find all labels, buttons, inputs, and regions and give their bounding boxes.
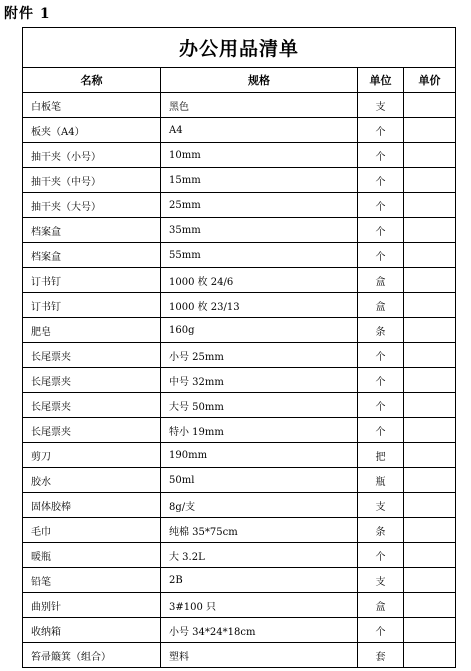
table-row [23,293,456,318]
item-spec-cell: 2B [161,568,358,593]
item-price-cell [404,418,456,443]
item-spec-cell: 50ml [161,468,358,493]
item-price-cell [404,293,456,318]
item-name-cell: 暖瓶 [23,543,161,568]
table-row [23,318,456,343]
item-unit-cell: 支 [358,568,404,593]
item-name-cell: 板夹（A4） [23,118,161,143]
item-price-cell [404,443,456,468]
item-name-cell: 抽干夹（小号） [23,143,161,168]
item-spec-cell: 塑料 [161,643,358,668]
item-name-cell: 白板笔 [23,93,161,118]
item-name-cell: 肥皂 [23,318,161,343]
item-price-cell [404,143,456,168]
item-unit-cell: 瓶 [358,468,404,493]
table-row [23,118,456,143]
item-unit-cell: 盒 [358,268,404,293]
table-row [23,568,456,593]
table-row [23,343,456,368]
item-name-cell: 档案盒 [23,218,161,243]
item-spec-cell: 190mm [161,443,358,468]
item-unit-cell: 个 [358,343,404,368]
item-spec-cell: 15mm [161,168,358,193]
item-unit-cell: 个 [358,618,404,643]
item-name-cell: 订书钉 [23,293,161,318]
item-price-cell [404,93,456,118]
item-name-cell: 抽干夹（大号） [23,193,161,218]
table-row [23,468,456,493]
table-row [23,218,456,243]
column-header-name: 名称 [23,68,161,93]
item-name-cell: 长尾票夹 [23,393,161,418]
item-spec-cell: 黑色 [161,93,358,118]
item-spec-cell: 3#100 只 [161,593,358,618]
column-header-unit: 单位 [358,68,404,93]
item-name-cell: 曲别针 [23,593,161,618]
item-unit-cell: 条 [358,318,404,343]
item-price-cell [404,168,456,193]
item-unit-cell: 盒 [358,593,404,618]
item-price-cell [404,593,456,618]
item-name-cell: 毛巾 [23,518,161,543]
item-name-cell: 收纳箱 [23,618,161,643]
column-header-price: 单价 [404,68,456,93]
item-unit-cell: 支 [358,493,404,518]
table-row [23,268,456,293]
item-spec-cell: 纯棉 35*75cm [161,518,358,543]
item-unit-cell: 个 [358,418,404,443]
item-price-cell [404,268,456,293]
table-row [23,243,456,268]
item-spec-cell: 中号 32mm [161,368,358,393]
item-name-cell: 固体胶棒 [23,493,161,518]
table-row [23,418,456,443]
item-spec-cell: 1000 枚 23/13 [161,293,358,318]
item-spec-cell: 特小 19mm [161,418,358,443]
table-row [23,643,456,668]
item-price-cell [404,518,456,543]
item-price-cell [404,118,456,143]
item-spec-cell: 大号 50mm [161,393,358,418]
item-price-cell [404,543,456,568]
item-spec-cell: 小号 34*24*18cm [161,618,358,643]
table-row [23,168,456,193]
table-row [23,368,456,393]
table-row [23,593,456,618]
item-spec-cell: 1000 枚 24/6 [161,268,358,293]
item-name-cell: 笞帚簸箕（组合） [23,643,161,668]
item-price-cell [404,193,456,218]
item-price-cell [404,243,456,268]
item-unit-cell: 个 [358,143,404,168]
item-price-cell [404,218,456,243]
item-name-cell: 剪刀 [23,443,161,468]
item-price-cell [404,468,456,493]
item-unit-cell: 个 [358,168,404,193]
table-body [23,93,456,668]
table-row [23,518,456,543]
item-unit-cell: 个 [358,218,404,243]
item-unit-cell: 个 [358,118,404,143]
item-name-cell: 长尾票夹 [23,368,161,393]
column-header-spec: 规格 [161,68,358,93]
item-unit-cell: 个 [358,193,404,218]
table-row [23,543,456,568]
item-price-cell [404,368,456,393]
item-unit-cell: 把 [358,443,404,468]
item-name-cell: 抽干夹（中号） [23,168,161,193]
item-price-cell [404,643,456,668]
item-spec-cell: A4 [161,118,358,143]
item-price-cell [404,343,456,368]
item-spec-cell: 小号 25mm [161,343,358,368]
item-unit-cell: 条 [358,518,404,543]
table-title: 办公用品清单 [23,28,456,68]
item-unit-cell: 个 [358,543,404,568]
item-name-cell: 长尾票夹 [23,343,161,368]
table-row [23,443,456,468]
item-price-cell [404,568,456,593]
item-unit-cell: 个 [358,368,404,393]
attachment-label: 附件 1 [4,6,51,22]
table-row [23,493,456,518]
office-supplies-table [22,27,456,668]
item-unit-cell: 套 [358,643,404,668]
item-unit-cell: 个 [358,243,404,268]
table-row [23,193,456,218]
item-price-cell [404,618,456,643]
item-price-cell [404,393,456,418]
item-spec-cell: 8g/支 [161,493,358,518]
item-unit-cell: 盒 [358,293,404,318]
item-unit-cell: 个 [358,393,404,418]
table-row [23,618,456,643]
item-name-cell: 铅笔 [23,568,161,593]
table-row [23,93,456,118]
item-price-cell [404,318,456,343]
item-name-cell: 胶水 [23,468,161,493]
item-spec-cell: 35mm [161,218,358,243]
item-spec-cell: 160g [161,318,358,343]
table-row [23,143,456,168]
item-name-cell: 档案盒 [23,243,161,268]
item-spec-cell: 25mm [161,193,358,218]
item-price-cell [404,493,456,518]
item-spec-cell: 大 3.2L [161,543,358,568]
item-spec-cell: 10mm [161,143,358,168]
item-name-cell: 长尾票夹 [23,418,161,443]
item-unit-cell: 支 [358,93,404,118]
table-row [23,393,456,418]
item-spec-cell: 55mm [161,243,358,268]
item-name-cell: 订书钉 [23,268,161,293]
